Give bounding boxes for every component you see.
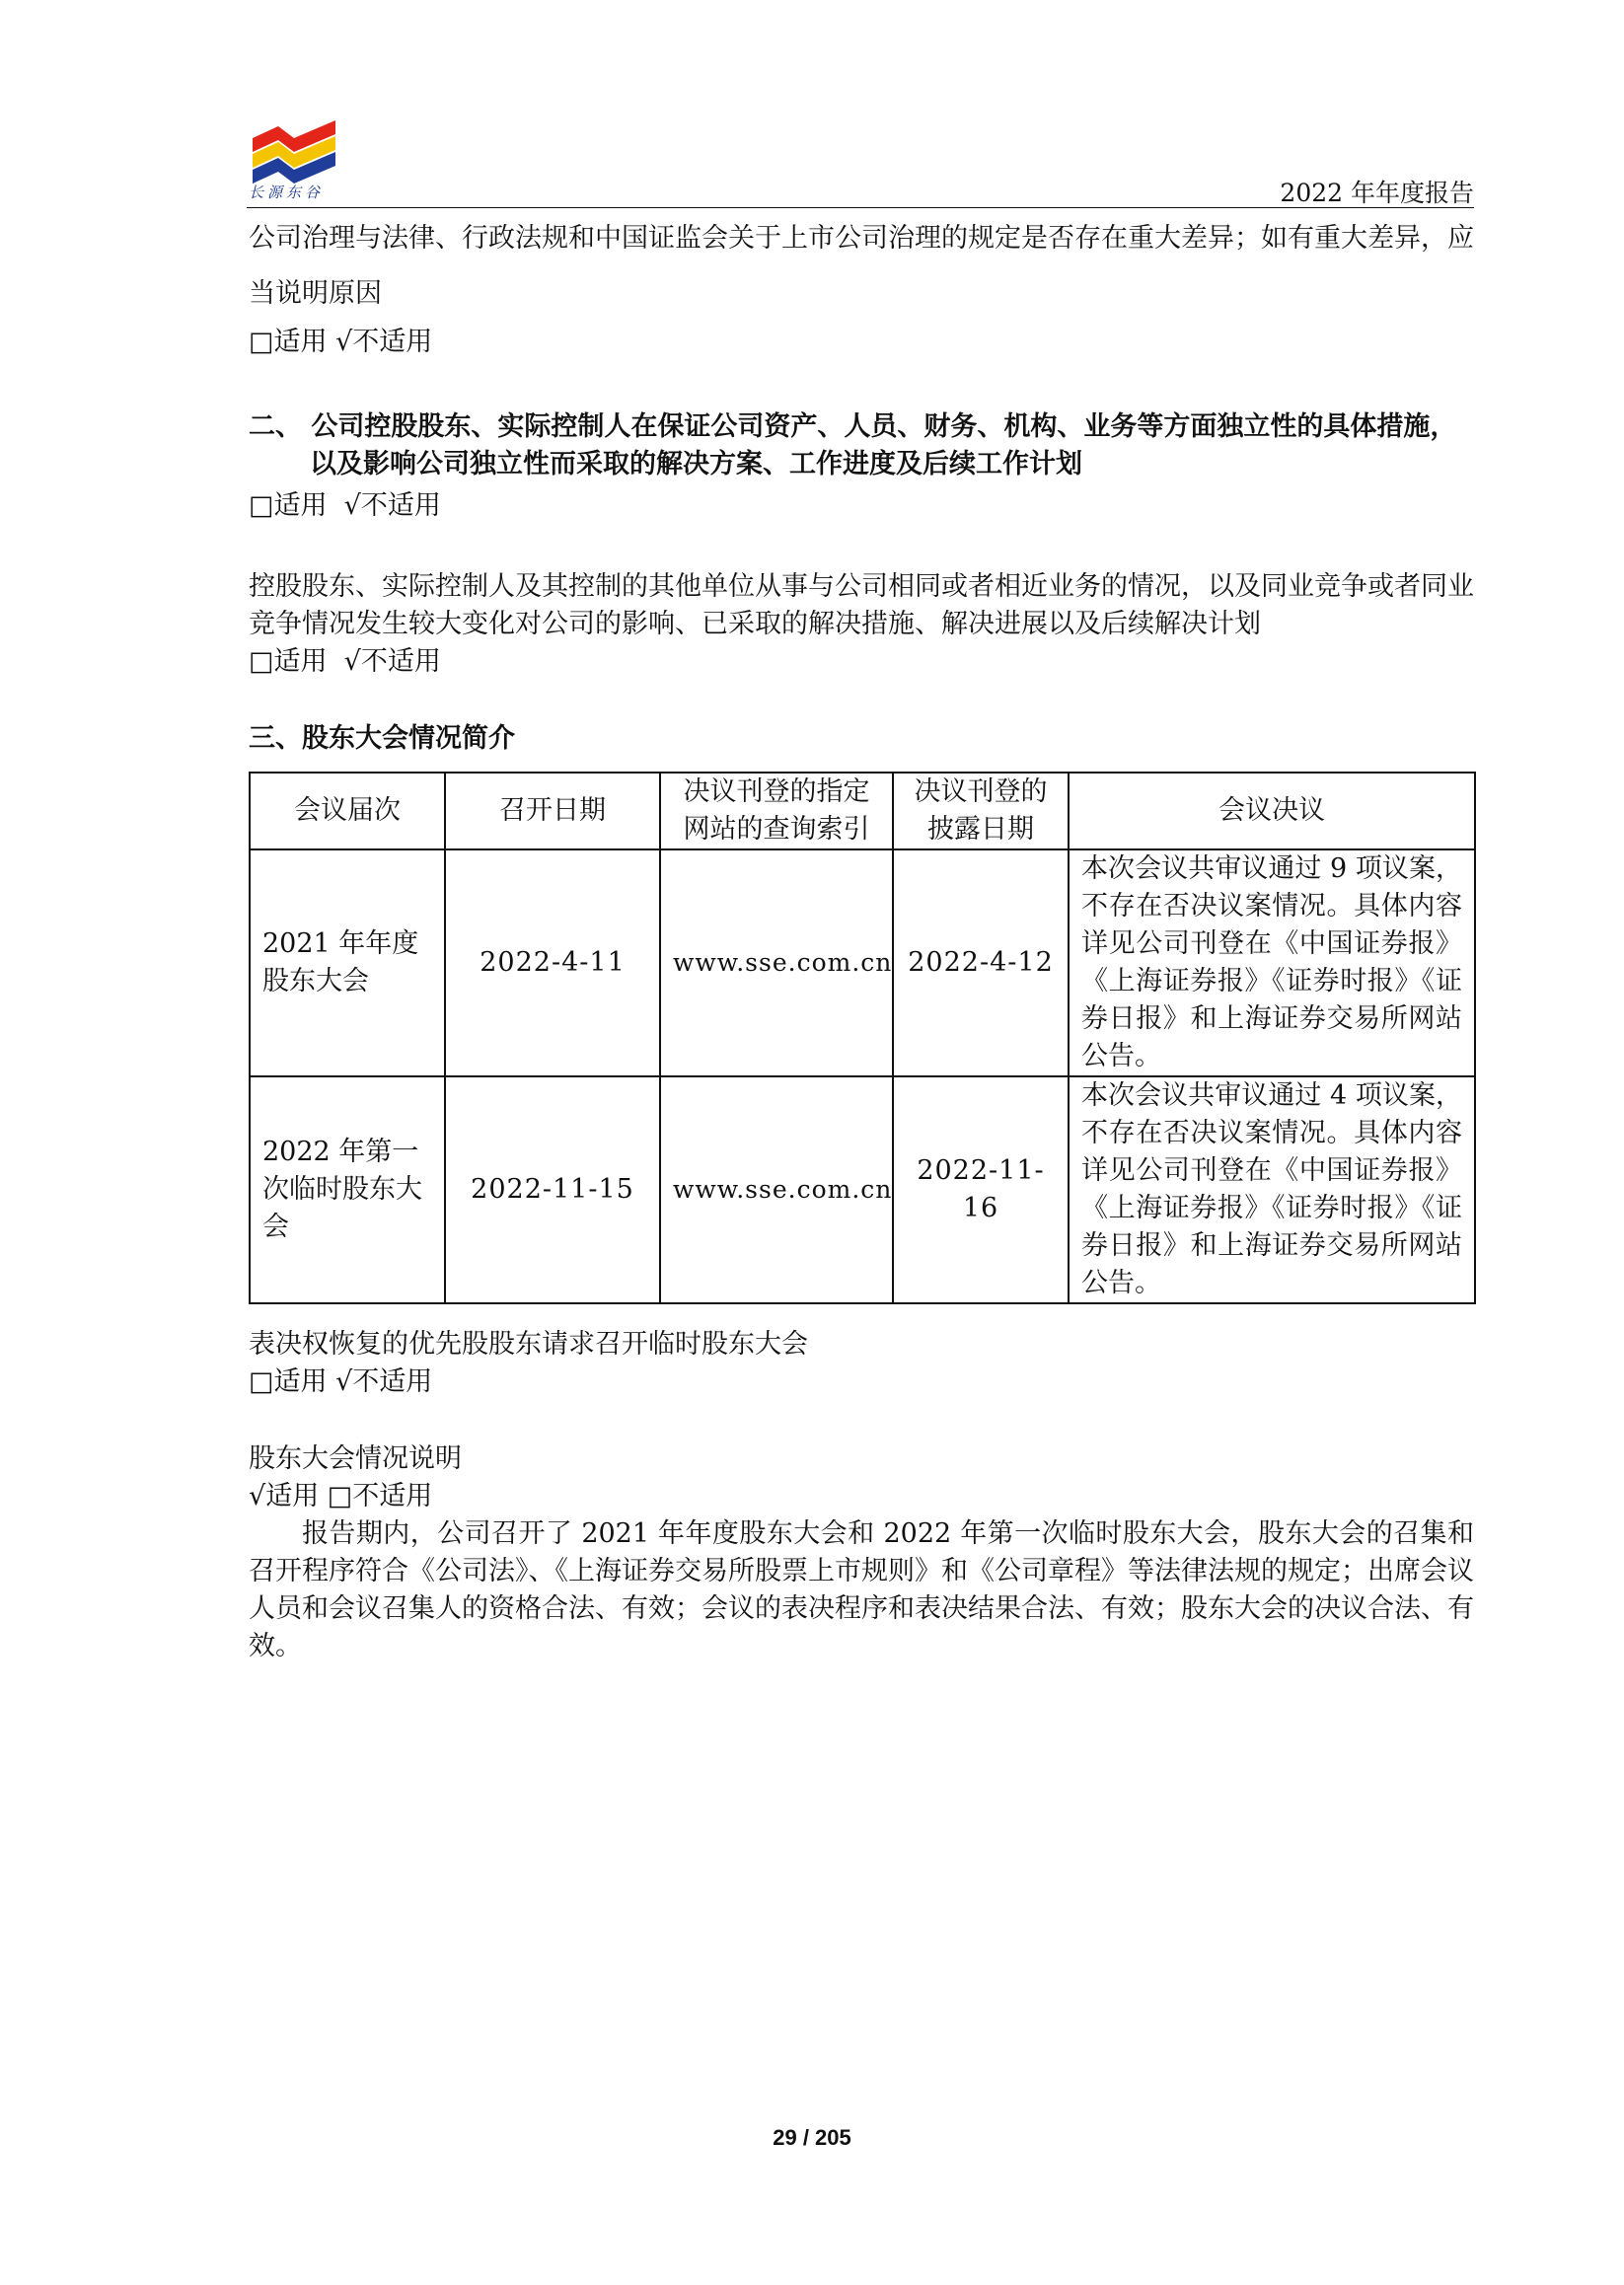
independence-option: □适用 √不适用 bbox=[249, 490, 441, 521]
cell-site: www.sse.com.cn bbox=[660, 1076, 893, 1303]
competition-option: □适用 √不适用 bbox=[249, 646, 441, 677]
cell-session: 2022 年第一次临时股东大会 bbox=[250, 1076, 445, 1303]
report-title: 2022 年年度报告 bbox=[1280, 179, 1474, 207]
table-header-row bbox=[250, 773, 1475, 849]
meeting-explanation-title: 股东大会情况说明 bbox=[249, 1443, 462, 1474]
shareholder-meetings-table bbox=[249, 772, 1476, 1304]
section-heading-2: 二、 公司控股股东、实际控制人在保证公司资产、人员、财务、机构、业务等方面独立性的具体措施，以及影响公司独立性而采取的解决方案、工作进度及后续工作计划 bbox=[249, 411, 1457, 479]
preferred-shareholders-text: 表决权恢复的优先股股东请求召开临时股东大会 bbox=[249, 1329, 808, 1360]
cell-site: www.sse.com.cn bbox=[660, 849, 893, 1076]
independence-section bbox=[249, 408, 1474, 525]
header-resolution: 会议决议 bbox=[1069, 773, 1475, 849]
cell-resolution: 本次会议共审议通过 9 项议案，不存在否决议案情况。具体内容详见公司刊登在《中国证券报》《上海证券报》《证券时报》《证券日报》和上海证券交易所网站公告。 bbox=[1069, 849, 1475, 1076]
table-row bbox=[250, 849, 1475, 1076]
cell-date: 2022-11-15 bbox=[445, 1076, 660, 1303]
meeting-explanation-text: 报告期内，公司召开了 2021 年年度股东大会和 2022 年第一次临时股东大会，股东大会的召集和召开程序符合《公司法》、《上海证券交易所股票上市规则》和《公司章程》等法律法规的规定；出席会议人员和会议召集人的资格合法、有效；会议的表决程序和表决结果合法、有效；股东大会的决议合法、有效。 bbox=[249, 1518, 1474, 1661]
cell-disclosure-date: 2022-4-12 bbox=[893, 849, 1069, 1076]
meeting-explanation-option: √适用 □不适用 bbox=[249, 1481, 433, 1511]
cell-disclosure-date: 2022-11-16 bbox=[893, 1076, 1069, 1303]
competition-text: 控股股东、实际控制人及其控制的其他单位从事与公司相同或者相近业务的情况，以及同业竞争或者同业竞争情况发生较大变化对公司的影响、已采取的解决措施、解决进展以及后续解决计划 bbox=[249, 571, 1474, 639]
header-date: 召开日期 bbox=[445, 773, 660, 849]
header-disclosure-date: 决议刊登的披露日期 bbox=[893, 773, 1069, 849]
header-divider bbox=[247, 207, 1474, 208]
cell-date: 2022-4-11 bbox=[445, 849, 660, 1076]
header-site: 决议刊登的指定网站的查询索引 bbox=[660, 773, 893, 849]
preferred-shareholders-option: □适用 √不适用 bbox=[249, 1366, 433, 1397]
logo-caption: 长源东谷 bbox=[249, 184, 325, 201]
governance-differences-block bbox=[249, 211, 1474, 361]
section-heading-3: 三、股东大会情况简介 bbox=[249, 723, 515, 754]
governance-differences-option: □适用 √不适用 bbox=[249, 327, 433, 357]
cell-session: 2021 年年度股东大会 bbox=[250, 849, 445, 1076]
meeting-section-heading-wrap bbox=[249, 720, 1474, 758]
cell-resolution: 本次会议共审议通过 4 项议案，不存在否决议案情况。具体内容详见公司刊登在《中国证券报》《上海证券报》《证券时报》《证券日报》和上海证券交易所网站公告。 bbox=[1069, 1076, 1475, 1303]
meeting-explanation-block bbox=[249, 1440, 1474, 1665]
table-row bbox=[250, 1076, 1475, 1303]
header-session: 会议届次 bbox=[250, 773, 445, 849]
governance-differences-text: 公司治理与法律、行政法规和中国证监会关于上市公司治理的规定是否存在重大差异；如有重大差异，应当说明原因 bbox=[249, 223, 1474, 309]
competition-block bbox=[249, 568, 1474, 681]
page-number: 29 / 205 bbox=[773, 2125, 851, 2150]
preferred-shareholders-block bbox=[249, 1326, 1474, 1401]
